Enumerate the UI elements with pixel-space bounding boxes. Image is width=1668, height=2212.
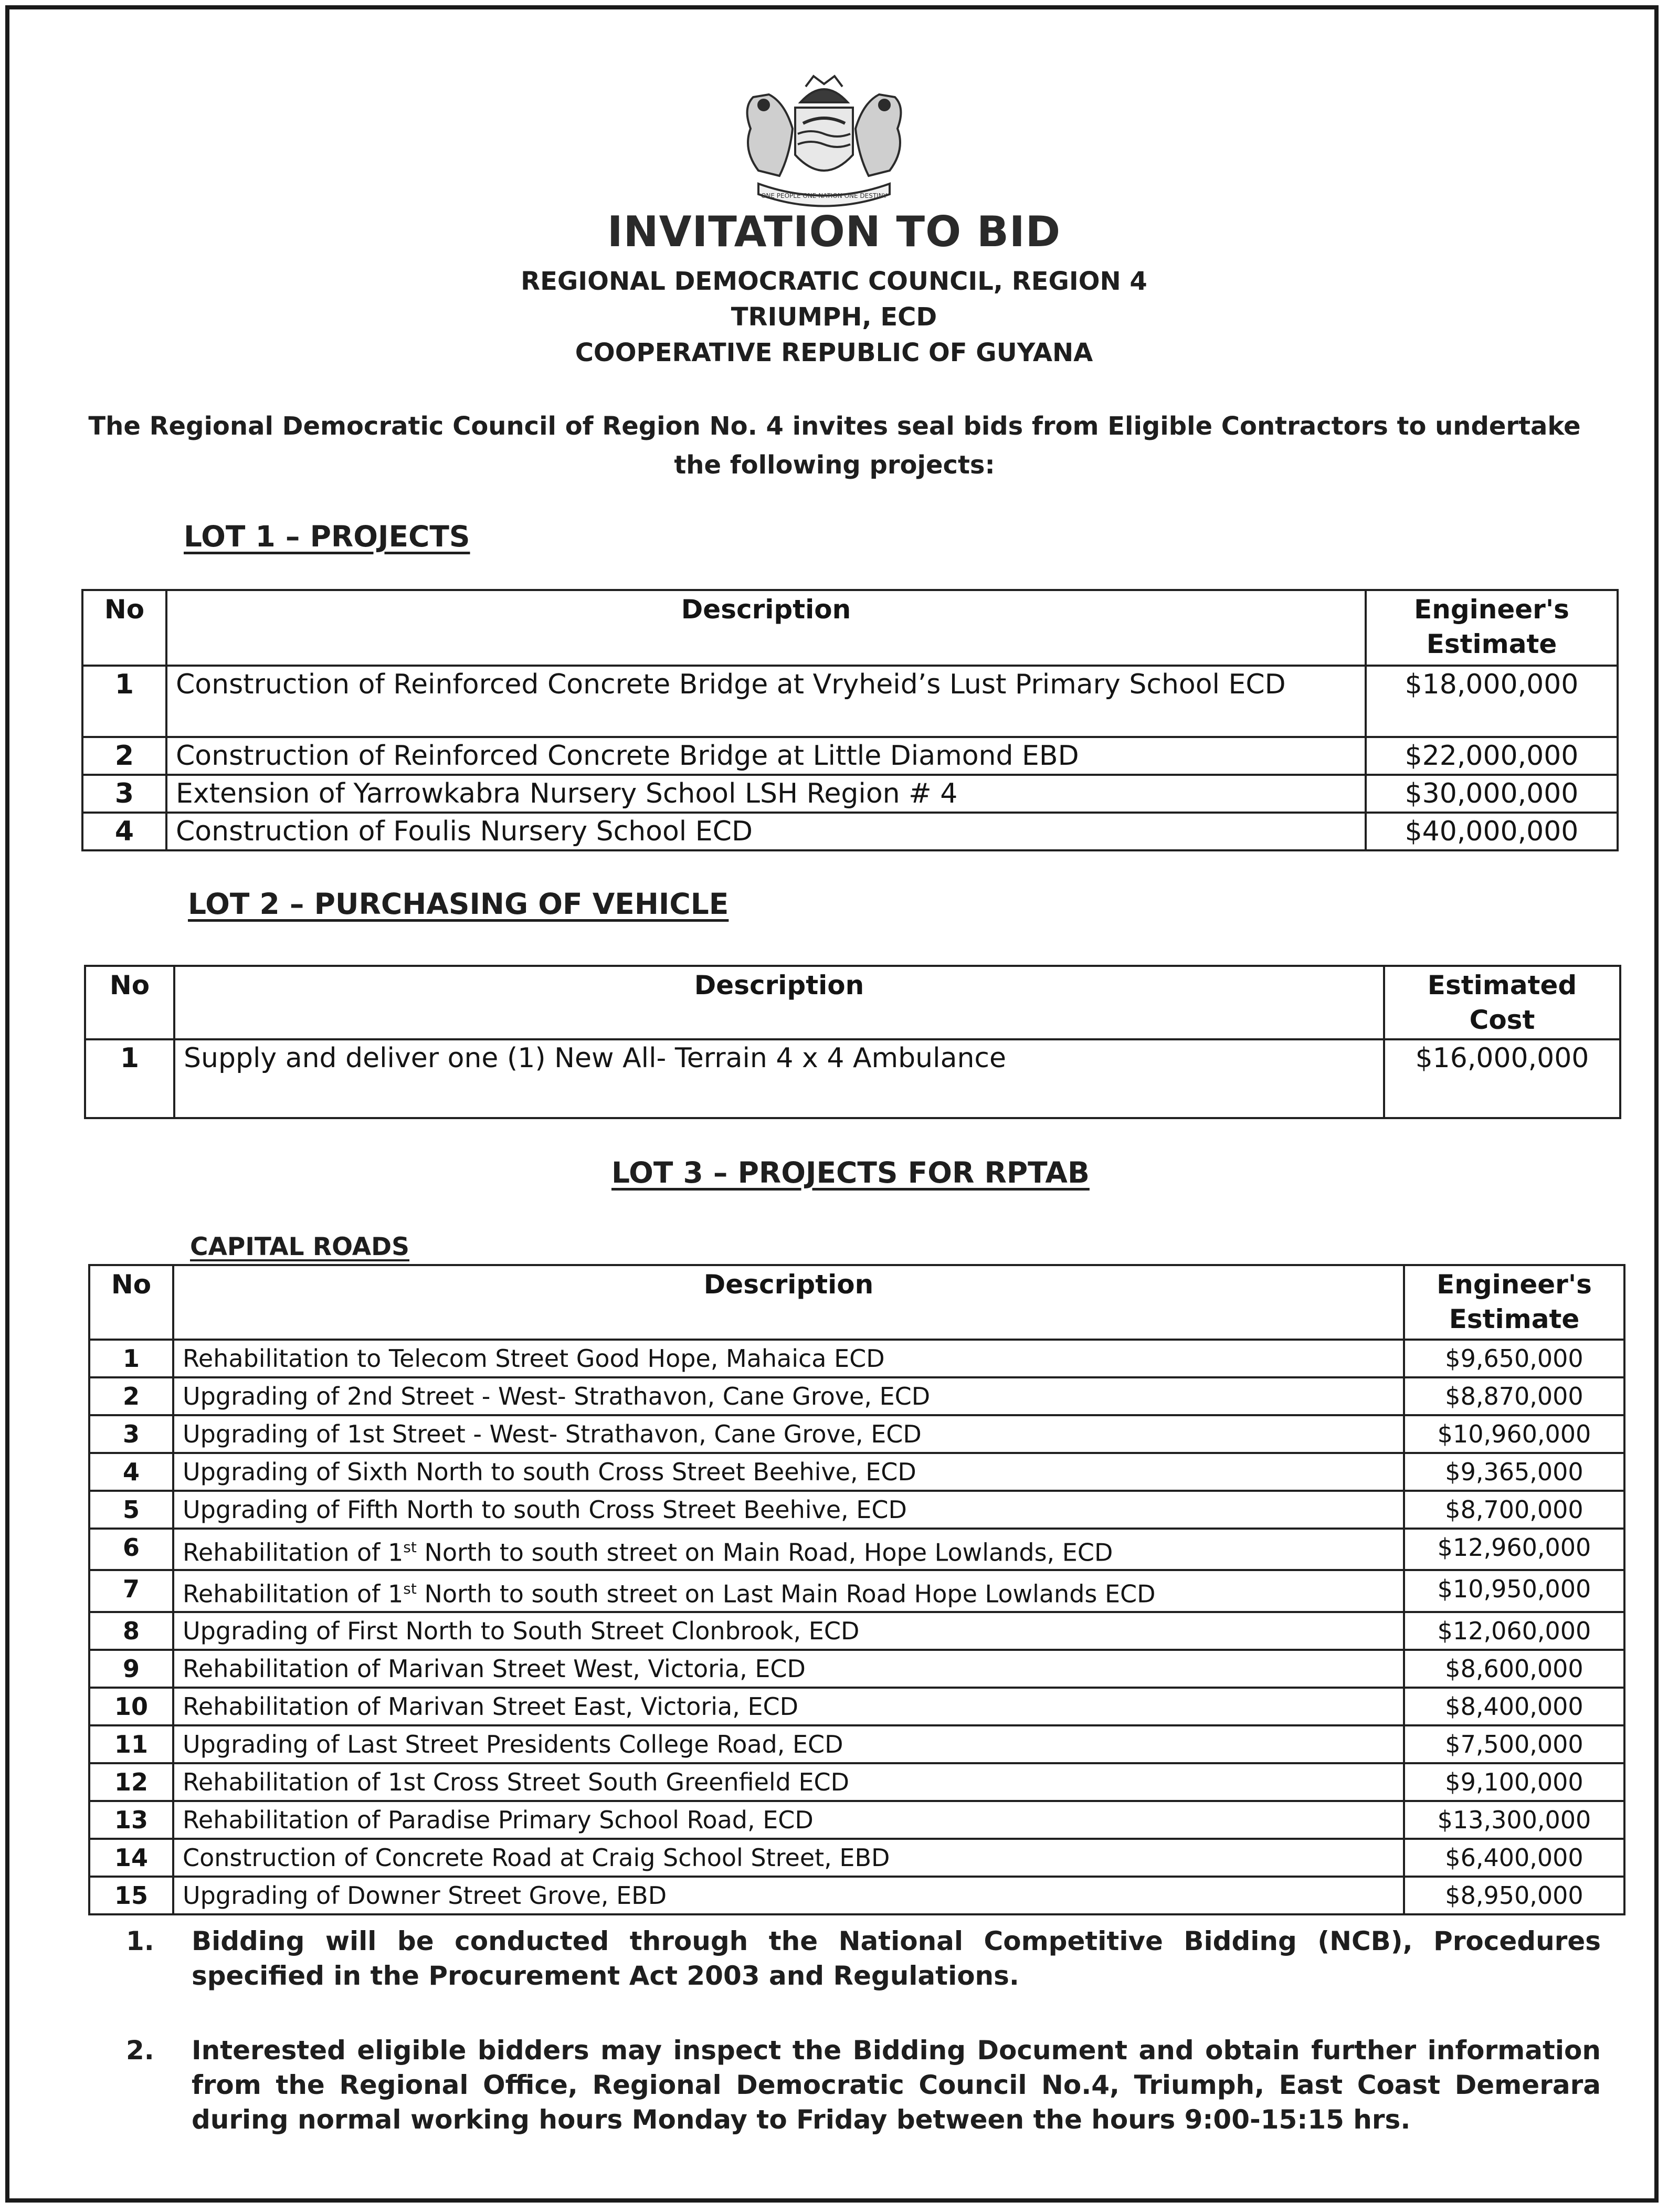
row-description <box>173 1529 1404 1570</box>
row-description <box>173 1570 1404 1611</box>
ordinal-suffix: st <box>403 1580 417 1598</box>
row-number: 4 <box>82 813 166 850</box>
row-estimate: $10,950,000 <box>1404 1570 1624 1611</box>
row-number: 4 <box>89 1453 173 1491</box>
ordinal-suffix: st <box>403 1539 417 1556</box>
row-estimate: $30,000,000 <box>1366 775 1618 813</box>
row-number: 6 <box>89 1529 173 1570</box>
table-row <box>89 1415 1624 1453</box>
row-number: 13 <box>89 1801 173 1839</box>
row-number: 3 <box>89 1415 173 1453</box>
col-cost-header: Estimated Cost <box>1384 966 1620 1039</box>
row-number: 2 <box>82 737 166 775</box>
table-row <box>82 775 1618 813</box>
row-number: 14 <box>89 1839 173 1877</box>
capital-roads-heading: CAPITAL ROADS <box>190 1233 410 1261</box>
table-row <box>89 1612 1624 1650</box>
table-row <box>82 813 1618 850</box>
row-description: Construction of Foulis Nursery School ECD <box>166 813 1366 850</box>
row-number: 3 <box>82 775 166 813</box>
col-no-header: No <box>82 590 166 666</box>
row-number: 9 <box>89 1650 173 1688</box>
row-description: Upgrading of Fifth North to south Cross Street Beehive, ECD <box>173 1491 1404 1529</box>
lot2-heading: LOT 2 – PURCHASING OF VEHICLE <box>188 887 729 921</box>
table-header-row <box>82 590 1618 666</box>
row-description: Rehabilitation of Marivan Street East, Victoria, ECD <box>173 1688 1404 1725</box>
table-row <box>89 1650 1624 1688</box>
table-row <box>89 1340 1624 1377</box>
row-number: 1 <box>85 1039 174 1118</box>
row-number: 5 <box>89 1491 173 1529</box>
row-estimate: $8,400,000 <box>1404 1688 1624 1725</box>
council-location: TRIUMPH, ECD <box>731 302 937 332</box>
col-description-header: Description <box>166 590 1366 666</box>
row-number: 8 <box>89 1612 173 1650</box>
row-cost: $16,000,000 <box>1384 1039 1620 1118</box>
page-title: INVITATION TO BID <box>607 207 1061 256</box>
note-number: 1. <box>126 1926 154 1956</box>
col-description-header: Description <box>173 1265 1404 1340</box>
desc-part: Rehabilitation of 1 <box>183 1579 404 1608</box>
council-name: REGIONAL DEMOCRATIC COUNCIL, REGION 4 <box>521 267 1147 296</box>
row-estimate: $9,365,000 <box>1404 1453 1624 1491</box>
lot3-heading: LOT 3 – PROJECTS FOR RPTAB <box>611 1156 1090 1189</box>
row-estimate: $12,060,000 <box>1404 1612 1624 1650</box>
lot1-heading: LOT 1 – PROJECTS <box>184 520 470 553</box>
row-estimate: $9,650,000 <box>1404 1340 1624 1377</box>
table-row <box>85 1039 1620 1118</box>
col-estimate-header: Engineer's Estimate <box>1404 1265 1624 1340</box>
table-row <box>89 1570 1624 1611</box>
intro-paragraph: The Regional Democratic Council of Region No. 4 invites seal bids from Eligible Contractors to undertake the following projects: <box>88 412 1581 480</box>
row-number: 7 <box>89 1570 173 1611</box>
row-description: Rehabilitation of 1st Cross Street South Greenfield ECD <box>173 1763 1404 1801</box>
desc-part: North to south street on Main Road, Hope Lowlands, ECD <box>416 1538 1113 1567</box>
row-description: Construction of Reinforced Concrete Bridge at Little Diamond EBD <box>166 737 1366 775</box>
row-description: Rehabilitation of Paradise Primary School Road, ECD <box>173 1801 1404 1839</box>
table-row <box>89 1839 1624 1877</box>
row-description: Extension of Yarrowkabra Nursery School LSH Region # 4 <box>166 775 1366 813</box>
row-description: Supply and deliver one (1) New All- Terrain 4 x 4 Ambulance <box>174 1039 1384 1118</box>
lot3-table <box>88 1264 1625 1915</box>
row-description: Rehabilitation to Telecom Street Good Hope, Mahaica ECD <box>173 1340 1404 1377</box>
row-description: Construction of Concrete Road at Craig School Street, EBD <box>173 1839 1404 1877</box>
row-number: 11 <box>89 1725 173 1763</box>
table-header-row <box>85 966 1620 1039</box>
col-description-header: Description <box>174 966 1384 1039</box>
table-row <box>89 1529 1624 1570</box>
table-row <box>89 1453 1624 1491</box>
row-number: 1 <box>89 1340 173 1377</box>
table-row <box>89 1491 1624 1529</box>
row-number: 2 <box>89 1377 173 1415</box>
note-text: Bidding will be conducted through the National Competitive Bidding (NCB), Procedures specified in the Procurement Act 2003 and Regulations. <box>192 1926 1601 1991</box>
notes-list <box>126 1924 1601 2137</box>
note-number: 2. <box>126 2035 154 2066</box>
col-estimate-header: Engineer's Estimate <box>1366 590 1618 666</box>
col-no-header: No <box>85 966 174 1039</box>
row-description: Upgrading of Downer Street Grove, EBD <box>173 1877 1404 1914</box>
coat-of-arms-emblem <box>722 66 926 215</box>
row-estimate: $8,700,000 <box>1404 1491 1624 1529</box>
row-estimate: $8,950,000 <box>1404 1877 1624 1914</box>
row-description: Upgrading of Sixth North to south Cross Street Beehive, ECD <box>173 1453 1404 1491</box>
table-row <box>89 1688 1624 1725</box>
row-estimate: $13,300,000 <box>1404 1801 1624 1839</box>
crest-motto: ONE PEOPLE ONE NATION ONE DESTINY <box>761 192 888 199</box>
desc-part: Rehabilitation of 1 <box>183 1538 404 1567</box>
table-row <box>89 1763 1624 1801</box>
col-no-header: No <box>89 1265 173 1340</box>
row-estimate: $10,960,000 <box>1404 1415 1624 1453</box>
list-item <box>126 1924 1601 1993</box>
note-text: Interested eligible bidders may inspect the Bidding Document and obtain further information from the Regional Office, Regional Democratic Council No.4, Triumph, East Coast Demerara during normal working hours Monday to Friday between the hours 9:00-15:15 hrs. <box>192 2035 1601 2135</box>
row-estimate: $12,960,000 <box>1404 1529 1624 1570</box>
table-row <box>89 1877 1624 1914</box>
lot2-table <box>84 965 1621 1119</box>
table-row <box>82 737 1618 775</box>
row-estimate: $8,600,000 <box>1404 1650 1624 1688</box>
row-estimate: $40,000,000 <box>1366 813 1618 850</box>
list-item <box>126 2033 1601 2137</box>
row-estimate: $7,500,000 <box>1404 1725 1624 1763</box>
table-row <box>89 1801 1624 1839</box>
row-estimate: $6,400,000 <box>1404 1839 1624 1877</box>
lot1-table <box>81 589 1619 851</box>
row-number: 12 <box>89 1763 173 1801</box>
row-estimate: $9,100,000 <box>1404 1763 1624 1801</box>
row-description: Construction of Reinforced Concrete Bridge at Vryheid’s Lust Primary School ECD <box>166 666 1366 737</box>
row-estimate: $22,000,000 <box>1366 737 1618 775</box>
row-description: Upgrading of First North to South Street Clonbrook, ECD <box>173 1612 1404 1650</box>
desc-part: North to south street on Last Main Road Hope Lowlands ECD <box>416 1579 1156 1608</box>
table-row <box>89 1725 1624 1763</box>
row-number: 15 <box>89 1877 173 1914</box>
country-name: COOPERATIVE REPUBLIC OF GUYANA <box>575 338 1093 367</box>
table-row <box>82 666 1618 737</box>
row-number: 1 <box>82 666 166 737</box>
row-description: Upgrading of 2nd Street - West- Strathavon, Cane Grove, ECD <box>173 1377 1404 1415</box>
row-description: Upgrading of 1st Street - West- Strathavon, Cane Grove, ECD <box>173 1415 1404 1453</box>
table-header-row <box>89 1265 1624 1340</box>
row-estimate: $8,870,000 <box>1404 1377 1624 1415</box>
row-estimate: $18,000,000 <box>1366 666 1618 737</box>
row-description: Upgrading of Last Street Presidents College Road, ECD <box>173 1725 1404 1763</box>
row-number: 10 <box>89 1688 173 1725</box>
table-row <box>89 1377 1624 1415</box>
row-description: Rehabilitation of Marivan Street West, Victoria, ECD <box>173 1650 1404 1688</box>
